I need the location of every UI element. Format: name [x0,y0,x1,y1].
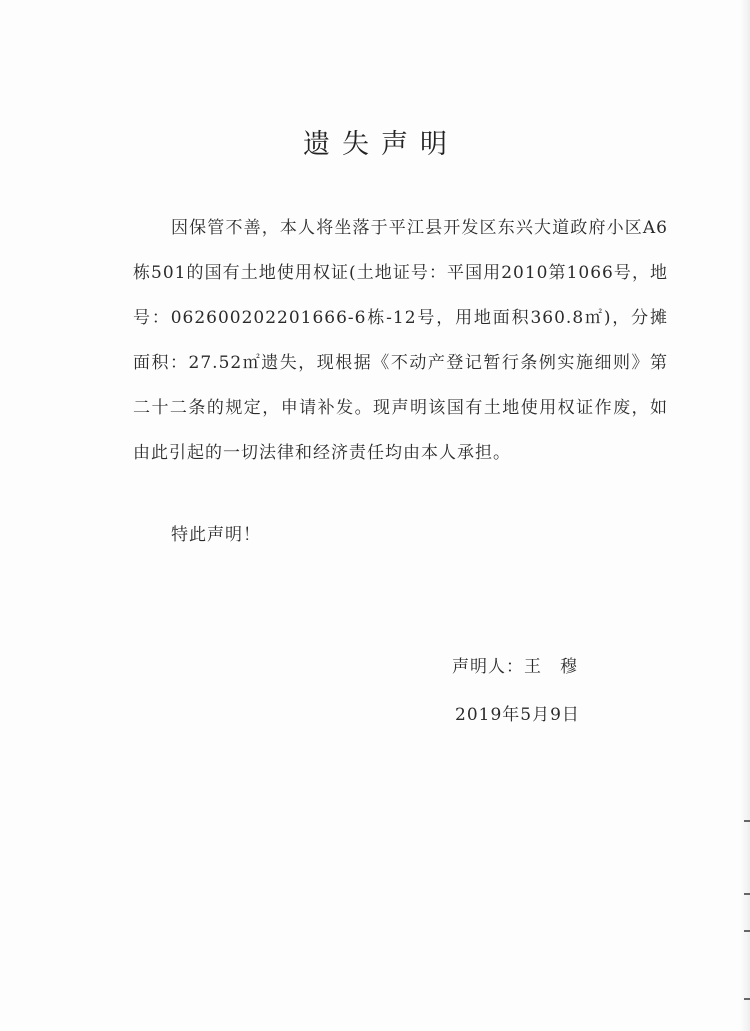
scan-artifact [744,930,750,932]
scan-artifact [744,998,750,1000]
closing-statement: 特此声明！ [171,525,261,545]
scan-artifact [744,893,750,895]
declaration-date: 2019年5月9日 [455,705,580,725]
declarant-name: 声明人：王 穆 [452,657,578,677]
declaration-body: 因保管不善，本人将坐落于平江县开发区东兴大道政府小区A6栋501的国有土地使用权证(土地证号：平国用2010第1066号，地号：062600202201666-6栋-12号，用地面积360.8㎡)，分摊面积：27.52㎡遗失，现根据《不动产登记暂行条例实施细则》第二十二条的规定，申请补发。现声明该国有土地使用权证作废，如由此引起的一切法律和经济责任均由本人承担。 [133,218,668,463]
document-title: 遗失声明 [303,129,459,160]
scan-artifact [744,820,750,822]
